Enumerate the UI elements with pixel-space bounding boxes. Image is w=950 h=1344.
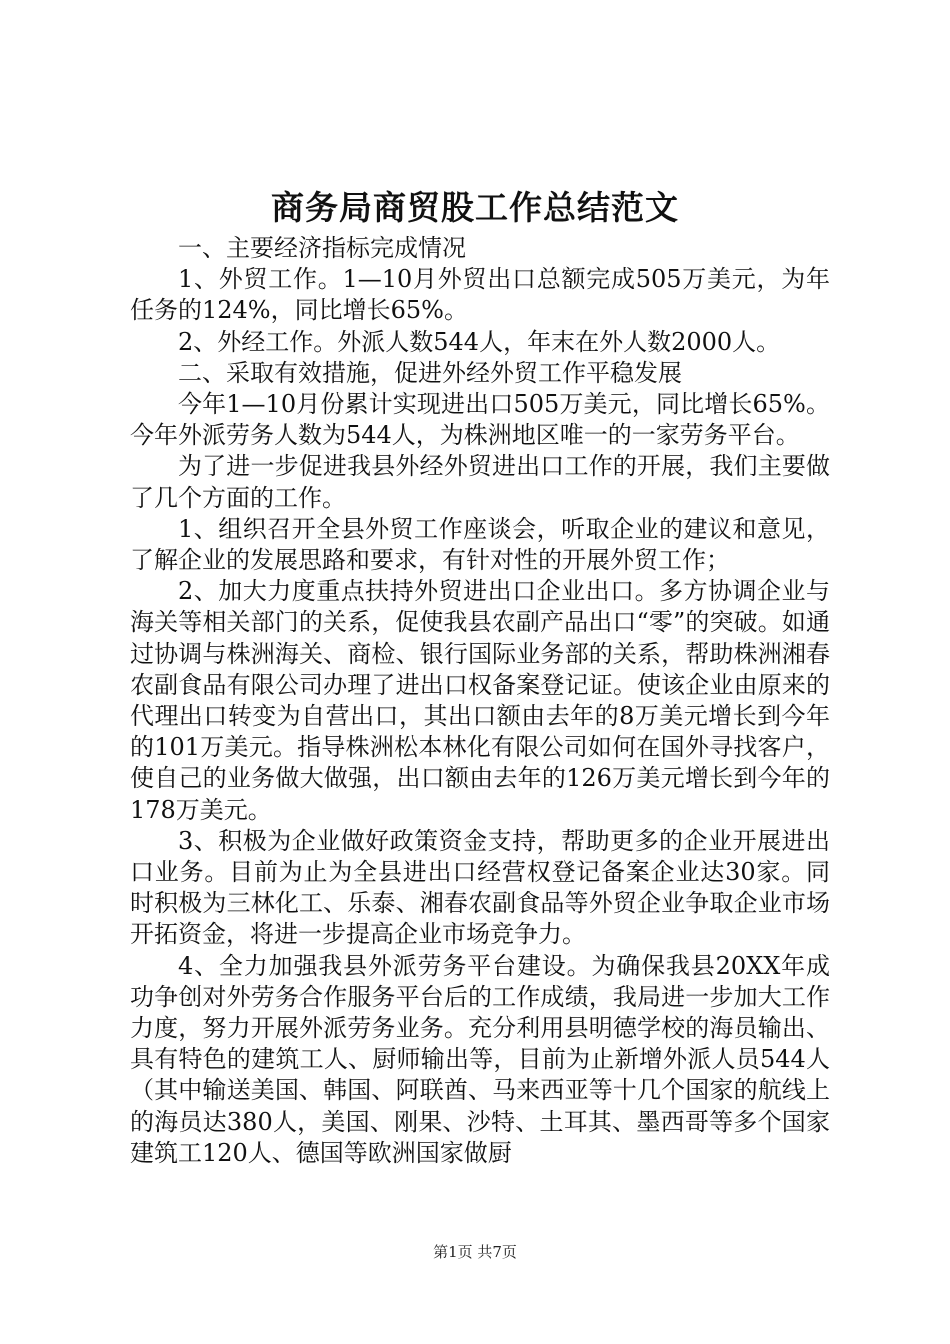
paragraph-summary: 今年1—10月份累计实现进出口505万美元，同比增长65%。今年外派劳务人数为544人，为株洲地区唯一的一家劳务平台。 [130,390,830,450]
paragraph-item-2: 2、加大力度重点扶持外贸进出口企业出口。多方协调企业与海关等相关部门的关系，促使我县农副产品出口“零”的突破。如通过协调与株洲海关、商检、银行国际业务部的关系，帮助株洲湘春农副食品有限公司办理了进出口权备案登记证。使该企业由原来的代理出口转变为自营出口，其出口额由去年的8万美元增长到今年的101万美元。指导株洲松本林化有限公司如何在国外寻找客户，使自己的业务做大做强，出口额由去年的126万美元增长到今年的178万美元。 [130,577,830,824]
document-body [130,233,830,1169]
paragraph-item-4: 4、全力加强我县外派劳务平台建设。为确保我县20XX年成功争创对外劳务合作服务平台后的工作成绩，我局进一步加大工作力度，努力开展外派劳务业务。充分利用县明德学校的海员输出、具有特色的建筑工人、厨师输出等，目前为止新增外派人员544人（其中输送美国、韩国、阿联酋、马来西亚等十几个国家的航线上的海员达380人，美国、刚果、沙特、土耳其、墨西哥等多个国家建筑工120人、德国等欧洲国家做厨 [130,951,830,1167]
paragraph-item-3: 3、积极为企业做好政策资金支持，帮助更多的企业开展进出口业务。目前为止为全县进出口经营权登记备案企业达30家。同时积极为三林化工、乐泰、湘春农副食品等外贸企业争取企业市场开拓资金，将进一步提高企业市场竞争力。 [130,826,830,949]
section-heading-2: 二、采取有效措施，促进外经外贸工作平稳发展 [178,358,682,387]
paragraph-item-1: 1、组织召开全县外贸工作座谈会，听取企业的建议和意见，了解企业的发展思路和要求，有针对性的开展外贸工作； [130,514,830,575]
document-title: 商务局商贸股工作总结范文 [271,188,679,227]
paragraph-foreign-economy: 2、外经工作。外派人数544人，年末在外人数2000人。 [178,327,781,356]
paragraph-intro: 为了进一步促进我县外经外贸进出口工作的开展，我们主要做了几个方面的工作。 [130,452,830,512]
page-footer: 第1页 共7页 [433,1243,517,1261]
paragraph-foreign-trade: 1、外贸工作。1—10月外贸出口总额完成505万美元，为年任务的124%，同比增长65%。 [130,265,830,325]
section-heading-1: 一、主要经济指标完成情况 [178,234,466,262]
